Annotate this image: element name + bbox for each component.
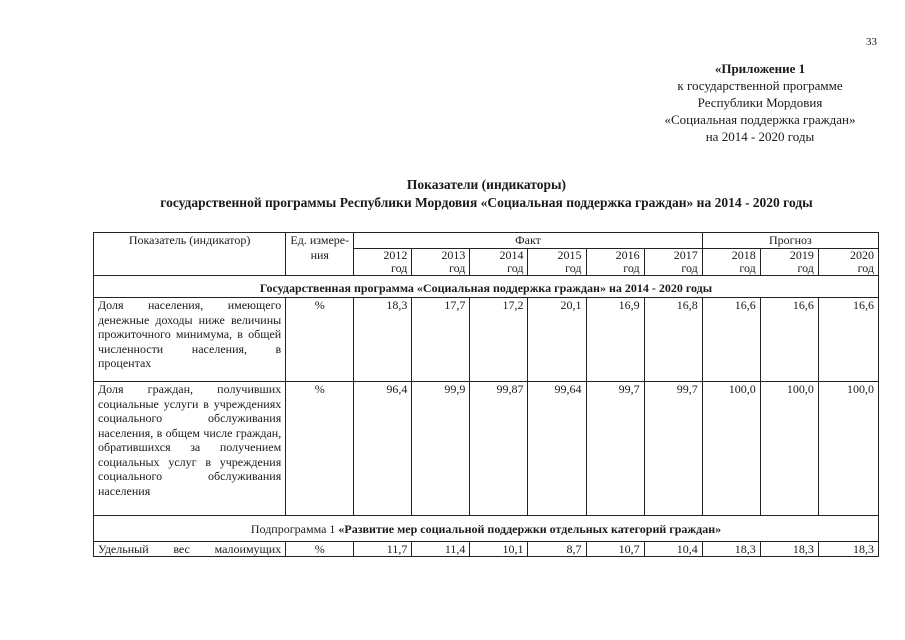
page-number: 33	[866, 36, 877, 48]
value-cell: 99,7	[586, 382, 644, 516]
header-year: 2016 год	[586, 248, 644, 275]
section-row	[94, 516, 879, 542]
document-title-line1: Показатели (индикаторы)	[406, 177, 567, 192]
indicator-name: Удельный вес малоимущих	[94, 541, 286, 557]
table-row	[94, 298, 879, 382]
value-cell: 16,8	[644, 298, 702, 382]
header-year: 2020 год	[818, 248, 878, 275]
value-cell: 16,6	[702, 298, 760, 382]
header-forecast: Прогноз	[702, 233, 878, 249]
value-cell: 18,3	[760, 541, 818, 557]
document-title	[95, 176, 878, 212]
appendix-block	[640, 60, 880, 145]
section-row	[94, 275, 879, 298]
value-cell: 10,7	[586, 541, 644, 557]
header-year: 2019 год	[760, 248, 818, 275]
value-cell: 17,2	[470, 298, 528, 382]
indicators-table	[93, 232, 879, 557]
section-program: Государственная программа «Социальная поддержка граждан» на 2014 - 2020 годы	[94, 275, 879, 298]
header-year: 2013 год	[412, 248, 470, 275]
appendix-line: Республики Мордовия	[697, 95, 823, 110]
table-row	[94, 541, 879, 557]
appendix-line: «Социальная поддержка граждан»	[664, 112, 856, 127]
value-cell: 18,3	[818, 541, 878, 557]
header-year: 2012 год	[354, 248, 412, 275]
value-cell: 10,1	[470, 541, 528, 557]
value-cell: 99,9	[412, 382, 470, 516]
table-row	[94, 382, 879, 516]
value-cell: 11,7	[354, 541, 412, 557]
appendix-line: к государственной программе	[677, 78, 843, 93]
value-cell: 17,7	[412, 298, 470, 382]
indicator-unit: %	[286, 541, 354, 557]
value-cell: 99,64	[528, 382, 586, 516]
value-cell: 99,7	[644, 382, 702, 516]
value-cell: 20,1	[528, 298, 586, 382]
value-cell: 16,6	[760, 298, 818, 382]
header-fact: Факт	[354, 233, 702, 249]
indicator-unit: %	[286, 298, 354, 382]
value-cell: 8,7	[528, 541, 586, 557]
value-cell: 100,0	[818, 382, 878, 516]
value-cell: 18,3	[354, 298, 412, 382]
value-cell: 16,9	[586, 298, 644, 382]
value-cell: 18,3	[702, 541, 760, 557]
value-cell: 96,4	[354, 382, 412, 516]
value-cell: 100,0	[702, 382, 760, 516]
header-year: 2017 год	[644, 248, 702, 275]
indicator-name: Доля населения, имеющего денежные доходы ниже величины прожиточного минимума, в общей численности населения, в процентах	[94, 298, 286, 382]
header-year: 2015 год	[528, 248, 586, 275]
appendix-line: на 2014 - 2020 годы	[705, 129, 815, 144]
value-cell: 10,4	[644, 541, 702, 557]
header-year: 2018 год	[702, 248, 760, 275]
header-indicator: Показатель (индикатор)	[94, 233, 286, 276]
header-year: 2014 год	[470, 248, 528, 275]
indicator-unit: %	[286, 382, 354, 516]
header-unit: Ед. измере-ния	[286, 233, 354, 276]
value-cell: 100,0	[760, 382, 818, 516]
indicator-name: Доля граждан, получивших социальные услуги в учреждениях социального обслуживания населения, в общем числе граждан, обратившихся за получением социальных услуг в учреждения социального обслуживания населения	[94, 382, 286, 516]
value-cell: 16,6	[818, 298, 878, 382]
section-subprogram: Подпрограмма 1 «Развитие мер социальной поддержки отдельных категорий граждан»	[94, 516, 879, 542]
value-cell: 99,87	[470, 382, 528, 516]
header-row	[94, 233, 879, 249]
document-title-line2: государственной программы Республики Мордовия «Социальная поддержка граждан» на 2014 - 2020 годы	[160, 195, 813, 210]
appendix-title: «Приложение 1	[714, 61, 806, 76]
value-cell: 11,4	[412, 541, 470, 557]
